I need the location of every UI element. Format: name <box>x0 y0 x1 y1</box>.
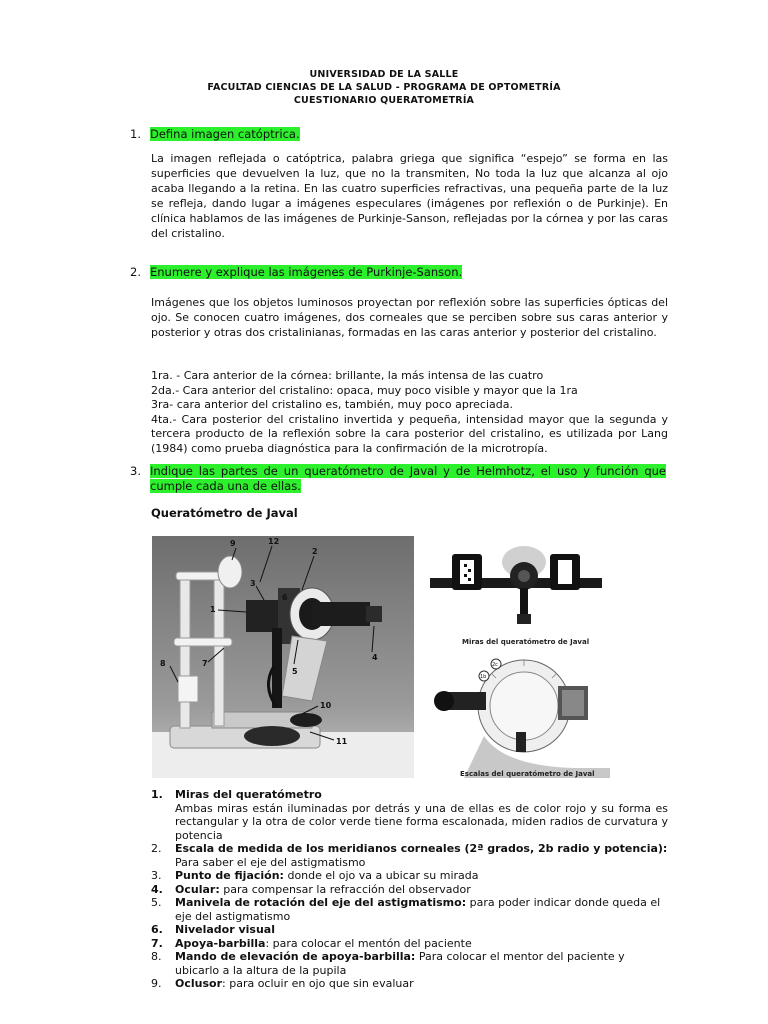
keratometer-photo <box>152 536 414 778</box>
item-title: Nivelador visual <box>175 923 275 936</box>
item-number: 7. <box>151 936 163 950</box>
callout-label: 9 <box>230 539 236 548</box>
list-item <box>151 842 668 869</box>
item-number: 3. <box>151 869 162 882</box>
item-title: Manivela de rotación del eje del astigmatismo: <box>175 896 467 909</box>
purkinje-list <box>151 369 668 456</box>
list-item <box>151 883 668 897</box>
callout-label: 10 <box>320 701 332 710</box>
answer-text: La imagen reflejada o catóptrica, palabra griega que significa “espejo” se forma en las superficies que devuelven la luz, que no la transmiten, No toda la luz que alcanza al ojo acaba llegando a la retina. En las cuatro superficies refractivas, una pequeña parte de la luz se refleja, dando lugar a imágenes especulares (imágenes por reflexión o de Purkinje). En clínica hablamos de las imágenes de Purkinje-Sanson, reflejadas por la córnea y por las caras del cristalino. <box>151 152 668 240</box>
callout-label: 12 <box>268 537 280 546</box>
item-number: 4. <box>151 882 163 896</box>
scale-label: 2c <box>492 662 498 668</box>
question-1 <box>130 127 666 142</box>
question-3 <box>130 464 666 494</box>
scales-caption: Escalas del queratómetro de Javal <box>460 770 595 778</box>
item-title: Mando de elevación de apoya-barbilla: <box>175 950 416 963</box>
document-header <box>0 68 768 107</box>
header-faculty: FACULTAD CIENCIAS DE LA SALUD - PROGRAMA DE OPTOMETRÍA <box>207 82 561 93</box>
question-number: 2. <box>130 265 141 279</box>
list-item <box>151 788 668 842</box>
list-item <box>151 937 668 951</box>
header-title: CUESTIONARIO QUERATOMETRÍA <box>293 95 475 106</box>
answer-2 <box>151 295 668 340</box>
list-item <box>151 896 668 923</box>
list-item <box>151 950 668 977</box>
list-item: 4ta.- Cara posterior del cristalino invertida y pequeña, intensidad mayor que la segunda y tercera producto de la reflexión sobre la cara posterior del cristalino, es utilizada por Lang (1984) como prueba diagnóstica para la confirmación de la microtropía. <box>151 412 668 455</box>
item-title: Apoya-barbilla <box>175 936 266 950</box>
list-item: 2da.- Cara anterior del cristalino: opaca, muy poco visible y mayor que la 1ra <box>151 383 578 397</box>
answer-text: Imágenes que los objetos luminosos proyectan por reflexión sobre las superficies ópticas del ojo. Se conocen cuatro imágenes, dos corneales que se perciben sobre sus caras anterior y posterior y otras dos cristalinianas, formadas en las caras anterior y posterior del cristalino. <box>151 296 668 339</box>
answer-1 <box>151 151 668 241</box>
callout-label: 4 <box>372 653 378 662</box>
callout-label: 2 <box>312 547 318 556</box>
item-number: 6. <box>151 923 163 936</box>
item-number: 5. <box>151 896 162 909</box>
item-text: donde el ojo va a ubicar su mirada <box>283 869 479 882</box>
question-2 <box>130 265 666 280</box>
header-university: UNIVERSIDAD DE LA SALLE <box>309 69 459 80</box>
item-title: Oclusor <box>175 977 223 990</box>
mires-caption: Miras del queratómetro de Javal <box>462 638 590 646</box>
item-text: para poder indicar donde queda el eje del astigmatismo <box>175 896 661 923</box>
item-number: 2. <box>151 842 162 855</box>
item-number: 9. <box>151 977 162 990</box>
question-text: Defina imagen catóptrica. <box>150 127 300 141</box>
callout-label: 3 <box>250 579 256 588</box>
item-text: : para ocluir en ojo que sin evaluar <box>222 977 414 990</box>
list-item: 1ra. - Cara anterior de la córnea: brillante, la más intensa de las cuatro <box>151 369 544 382</box>
question-text: Enumere y explique las imágenes de Purkinje-Sanson. <box>150 265 463 279</box>
list-item <box>151 923 668 937</box>
section-subheading: Queratómetro de Javal <box>151 506 298 520</box>
item-text: : para colocar el mentón del paciente <box>265 936 472 950</box>
list-item <box>151 977 668 991</box>
item-text: Para saber el eje del astigmatismo <box>175 855 366 869</box>
callout-label: 1 <box>210 605 216 614</box>
scale-label: 1b <box>480 674 487 680</box>
question-number: 3. <box>130 464 141 478</box>
question-text: Indique las partes de un queratómetro de Javal y de Helmhotz, el uso y función que cumple cada una de ellas. <box>150 464 666 493</box>
question-number: 1. <box>130 127 141 141</box>
keratometer-parts-list <box>151 788 668 991</box>
item-title: Escala de medida de los meridianos corneales (2ª grados, 2b radio y potencia): <box>175 842 668 855</box>
keratometer-mires-scales-figure <box>424 536 610 778</box>
item-text: Ambas miras están iluminadas por detrás y una de ellas es de color rojo y su forma es rectangular y la otra de color verde tiene forma escalonada, miden radios de curvatura y potencia <box>175 801 668 842</box>
item-title: Miras del queratómetro <box>175 788 322 801</box>
item-text: Para colocar el mentor del paciente y ubicarlo a la altura de la pupila <box>175 950 625 977</box>
list-item: 3ra- cara anterior del cristalino es, también, muy poco apreciada. <box>151 398 513 411</box>
callout-label: 6 <box>282 593 288 602</box>
item-title: Ocular: <box>175 882 220 896</box>
item-number: 1. <box>151 788 163 801</box>
callout-label: 11 <box>336 737 348 746</box>
callout-label: 7 <box>202 659 208 668</box>
item-title: Punto de fijación: <box>175 869 284 882</box>
callout-label: 8 <box>160 659 166 668</box>
item-number: 8. <box>151 950 162 963</box>
list-item <box>151 869 668 883</box>
item-text: para compensar la refracción del observador <box>219 882 471 896</box>
callout-label: 5 <box>292 667 298 676</box>
